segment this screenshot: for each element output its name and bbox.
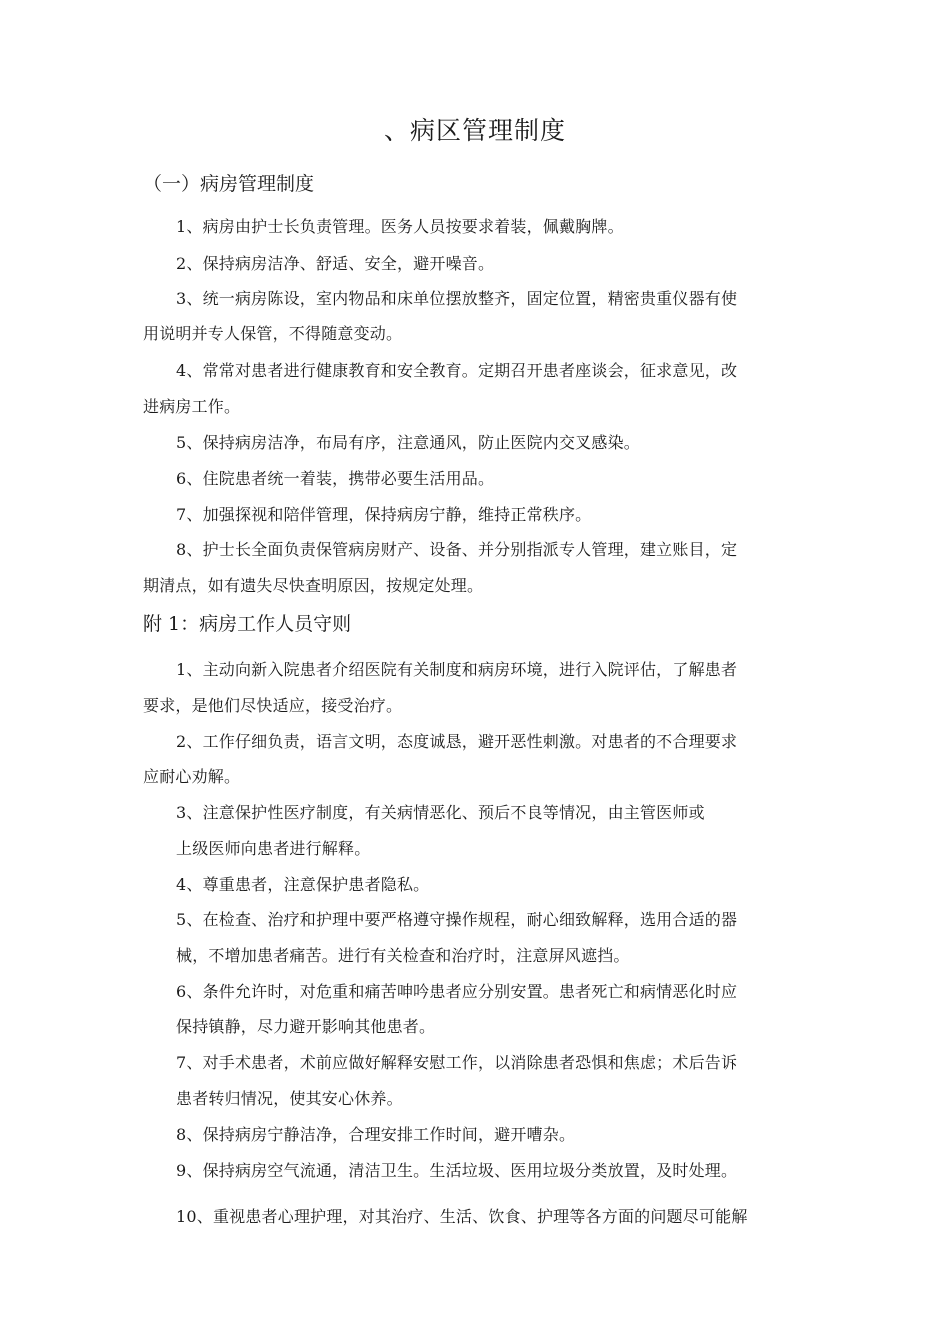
section-heading: （一）病房管理制度 (143, 173, 315, 195)
paragraph-line: 4、常常对患者进行健康教育和安全教育。定期召开患者座谈会，征求意见，改 (176, 361, 738, 380)
paragraph-line: 应耐心劝解。 (143, 767, 241, 786)
paragraph-line: 2、工作仔细负责，语言文明，态度诚恳，避开恶性刺激。对患者的不合理要求 (176, 732, 738, 751)
paragraph-line: 械，不增加患者痛苦。进行有关检查和治疗时，注意屏风遮挡。 (176, 946, 630, 965)
paragraph-line: 7、加强探视和陪伴管理，保持病房宁静，维持正常秩序。 (176, 505, 592, 524)
paragraph-line: 用说明并专人保管，不得随意变动。 (143, 324, 403, 343)
paragraph-line: 上级医师向患者进行解释。 (176, 839, 371, 858)
paragraph-line: 保持镇静，尽力避开影响其他患者。 (176, 1017, 436, 1036)
paragraph-line: 8、护士长全面负责保管病房财产、设备、并分别指派专人管理，建立账目，定 (176, 540, 738, 559)
paragraph-line: 要求，是他们尽快适应，接受治疗。 (143, 696, 403, 715)
paragraph-line: 患者转归情况，使其安心休养。 (176, 1089, 403, 1108)
paragraph-line: 6、条件允许时，对危重和痛苦呻吟患者应分别安置。患者死亡和病情恶化时应 (176, 982, 738, 1001)
paragraph-line: 4、尊重患者，注意保护患者隐私。 (176, 875, 430, 894)
paragraph-line: 1、主动向新入院患者介绍医院有关制度和病房环境，进行入院评估，了解患者 (176, 660, 738, 679)
paragraph-line: 2、保持病房洁净、舒适、安全，避开噪音。 (176, 254, 495, 273)
paragraph-line: 进病房工作。 (143, 397, 241, 416)
paragraph-line: 3、注意保护性医疗制度，有关病情恶化、预后不良等情况，由主管医师或 (176, 803, 705, 822)
paragraph-line: 9、保持病房空气流通，清洁卫生。生活垃圾、医用垃圾分类放置，及时处理。 (176, 1161, 738, 1180)
paragraph-line: 3、统一病房陈设，室内物品和床单位摆放整齐，固定位置，精密贵重仪器有使 (176, 289, 738, 308)
paragraph-line: 7、对手术患者，术前应做好解释安慰工作，以消除患者恐惧和焦虑；术后告诉 (176, 1053, 738, 1072)
document-title: 、病区管理制度 (383, 116, 566, 145)
paragraph-line: 5、保持病房洁净，布局有序，注意通风，防止医院内交叉感染。 (176, 433, 640, 452)
appendix-heading: 附 1：病房工作人员守则 (143, 613, 352, 635)
paragraph-line: 8、保持病房宁静洁净，合理安排工作时间，避开嘈杂。 (176, 1125, 576, 1144)
paragraph-line: 6、住院患者统一着装，携带必要生活用品。 (176, 469, 495, 488)
paragraph-line: 5、在检查、治疗和护理中要严格遵守操作规程，耐心细致解释，选用合适的器 (176, 910, 738, 929)
paragraph-line: 10、重视患者心理护理，对其治疗、生活、饮食、护理等各方面的问题尽可能解 (176, 1207, 748, 1226)
paragraph-line: 期清点，如有遗失尽快查明原因，按规定处理。 (143, 576, 484, 595)
paragraph-line: 1、病房由护士长负责管理。医务人员按要求着装，佩戴胸牌。 (176, 217, 624, 236)
